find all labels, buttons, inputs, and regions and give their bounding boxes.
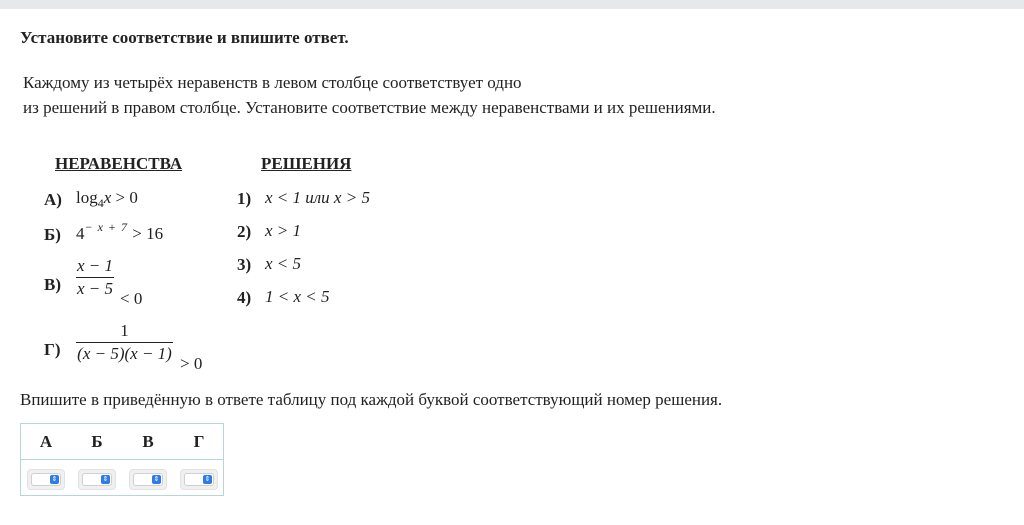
answer-select-g[interactable] (180, 469, 218, 490)
answer-select-v[interactable] (129, 469, 167, 490)
solution-2-text: x > 1 (265, 221, 302, 240)
answer-header-a: А (39, 432, 53, 451)
relation: > 0 (111, 188, 138, 207)
answer-table (20, 423, 224, 496)
inequality-a-label: А) (44, 190, 62, 209)
answer-instruction: Впишите в приведённую в ответе таблицу под каждой буквой соответствующий номер решения. (20, 390, 723, 409)
answer-select-a[interactable] (27, 469, 65, 490)
solution-4 (265, 287, 330, 307)
solution-1 (265, 188, 370, 208)
power-exponent: − x + 7 (84, 220, 129, 234)
answer-table-header (21, 424, 223, 460)
inequality-b (76, 220, 164, 244)
task-title: Установите соответствие и впишите ответ. (20, 28, 349, 47)
log-text: log (76, 188, 98, 207)
power-base: 4 (76, 224, 85, 243)
numerator: x − 1 (76, 256, 114, 275)
answer-select-b[interactable] (78, 469, 116, 490)
solution-2 (265, 221, 301, 241)
inequalities-header: НЕРАВЕНСТВА (55, 154, 183, 173)
select-arrow-icon: ⇕ (153, 475, 160, 483)
intro-line-2: из решений в правом столбце. Установите соответствие между неравенствами и их решениями. (23, 98, 716, 117)
inequality-g-relation: > 0 (180, 354, 203, 373)
relation: > 16 (128, 224, 164, 243)
inequality-v-relation: < 0 (120, 289, 143, 308)
solutions-header: РЕШЕНИЯ (261, 154, 352, 173)
top-bar (0, 0, 1024, 9)
select-arrow-icon: ⇕ (102, 475, 109, 483)
select-arrow-icon: ⇕ (51, 475, 58, 483)
select-arrow-icon: ⇕ (204, 475, 211, 483)
solution-1-label: 1) (237, 189, 252, 208)
solution-4-text: 1 < x < 5 (265, 287, 330, 306)
intro-line-1: Каждому из четырёх неравенств в левом столбце соответствует одно (23, 73, 522, 92)
numerator: 1 (120, 321, 129, 340)
answer-header-v: В (142, 432, 154, 451)
log-base: 4 (97, 196, 104, 210)
denominator: (x − 5)(x − 1) (77, 344, 172, 363)
inequality-g-fraction (76, 320, 173, 365)
solution-4-label: 4) (237, 288, 252, 307)
solution-3-label: 3) (237, 255, 252, 274)
variable-x: x (103, 188, 112, 207)
solution-1-text: x < 1 или x > 5 (265, 188, 370, 207)
solution-2-label: 2) (237, 222, 252, 241)
answer-header-b: Б (91, 432, 103, 451)
inequality-v-label: В) (44, 275, 61, 294)
solution-3 (265, 254, 301, 274)
denominator: x − 5 (76, 279, 114, 298)
inequality-a (76, 188, 138, 208)
answer-header-g: Г (193, 432, 205, 451)
inequality-b-label: Б) (44, 225, 61, 244)
task-description (23, 70, 716, 120)
inequality-g-label: Г) (44, 340, 61, 359)
solution-3-text: x < 5 (265, 254, 302, 273)
inequality-v-fraction (76, 255, 114, 300)
